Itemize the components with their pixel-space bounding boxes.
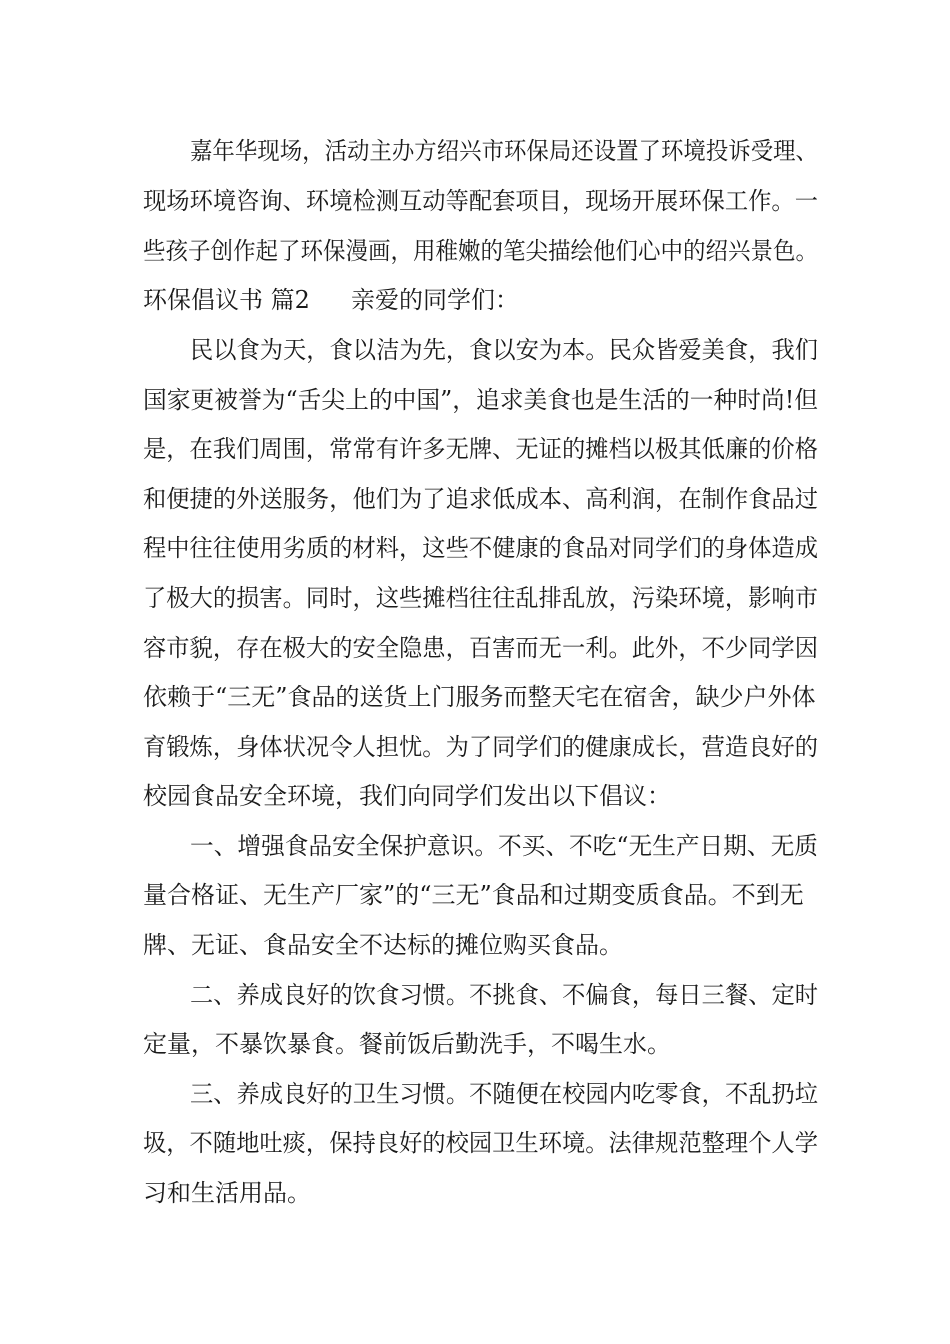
text-run: 牌、无证、食品安全不达标的摊位购买食品。 [143,931,623,959]
body-line [0,425,950,473]
text-run: 依赖于“三无”食品的送货上门服务而整天宅在宿舍，缺少户外体 [143,683,816,711]
body-line [0,723,950,771]
body-line [0,1119,950,1167]
body-line [0,227,950,275]
body-line [0,127,950,175]
body-line [0,921,950,969]
body-line [0,376,950,424]
body-line [0,871,950,919]
text-run: 圾，不随地吐痰，保持良好的校园卫生环境。法律规范整理个人学 [143,1129,818,1157]
text-run: 校园食品安全环境，我们向同学们发出以下倡议： [143,782,671,810]
body-line [0,822,950,870]
body-line [0,971,950,1019]
text-run: 民以食为天，食以洁为先，食以安为本。民众皆爱美食，我们 [190,336,818,364]
salutation: 亲爱的同学们： [351,286,519,314]
body-line [0,475,950,523]
text-run: 现场环境咨询、环境检测互动等配套项目，现场开展环保工作。一 [143,187,818,215]
body-line [0,276,950,324]
text-run: 些孩子创作起了环保漫画，用稚嫩的笔尖描绘他们心中的绍兴景色。 [143,237,818,265]
text-run: 了极大的损害。同时，这些摊档往往乱排乱放，污染环境，影响市 [143,584,818,612]
text-run: 育锻炼，身体状况令人担忧。为了同学们的健康成长，营造良好的 [143,733,818,761]
text-run: 三、养成良好的卫生习惯。不随便在校园内吃零食，不乱扔垃 [190,1080,818,1108]
body-line [0,574,950,622]
section-heading: 环保倡议书 篇2 [143,286,310,314]
text-run: 容市貌，存在极大的安全隐患，百害而无一利。此外，不少同学因 [143,634,818,662]
body-line [0,1169,950,1217]
body-line [0,624,950,672]
text-run: 二、养成良好的饮食习惯。不挑食、不偏食，每日三餐、定时 [190,981,818,1009]
body-line [0,673,950,721]
text-run: 是，在我们周围，常常有许多无牌、无证的摊档以极其低廉的价格 [143,435,818,463]
body-line [0,177,950,225]
body-line [0,772,950,820]
text-run: 量合格证、无生产厂家”的“三无”食品和过期变质食品。不到无 [143,881,804,909]
text-run: 和便捷的外送服务，他们为了追求低成本、高利润，在制作食品过 [143,485,818,513]
body-line [0,1020,950,1068]
text-run: 程中往往使用劣质的材料，这些不健康的食品对同学们的身体造成 [143,534,818,562]
text-run: 定量，不暴饮暴食。餐前饭后勤洗手，不喝生水。 [143,1030,671,1058]
body-line [0,1070,950,1118]
text-run: 一、增强食品安全保护意识。不买、不吃“无生产日期、无质 [190,832,819,860]
body-line [0,326,950,374]
body-line [0,524,950,572]
text-run: 国家更被誉为“舌尖上的中国”，追求美食也是生活的一种时尚!但 [143,386,819,414]
text-run: 习和生活用品。 [143,1179,311,1207]
text-run: 嘉年华现场，活动主办方绍兴市环保局还设置了环境投诉受理、 [190,137,818,165]
